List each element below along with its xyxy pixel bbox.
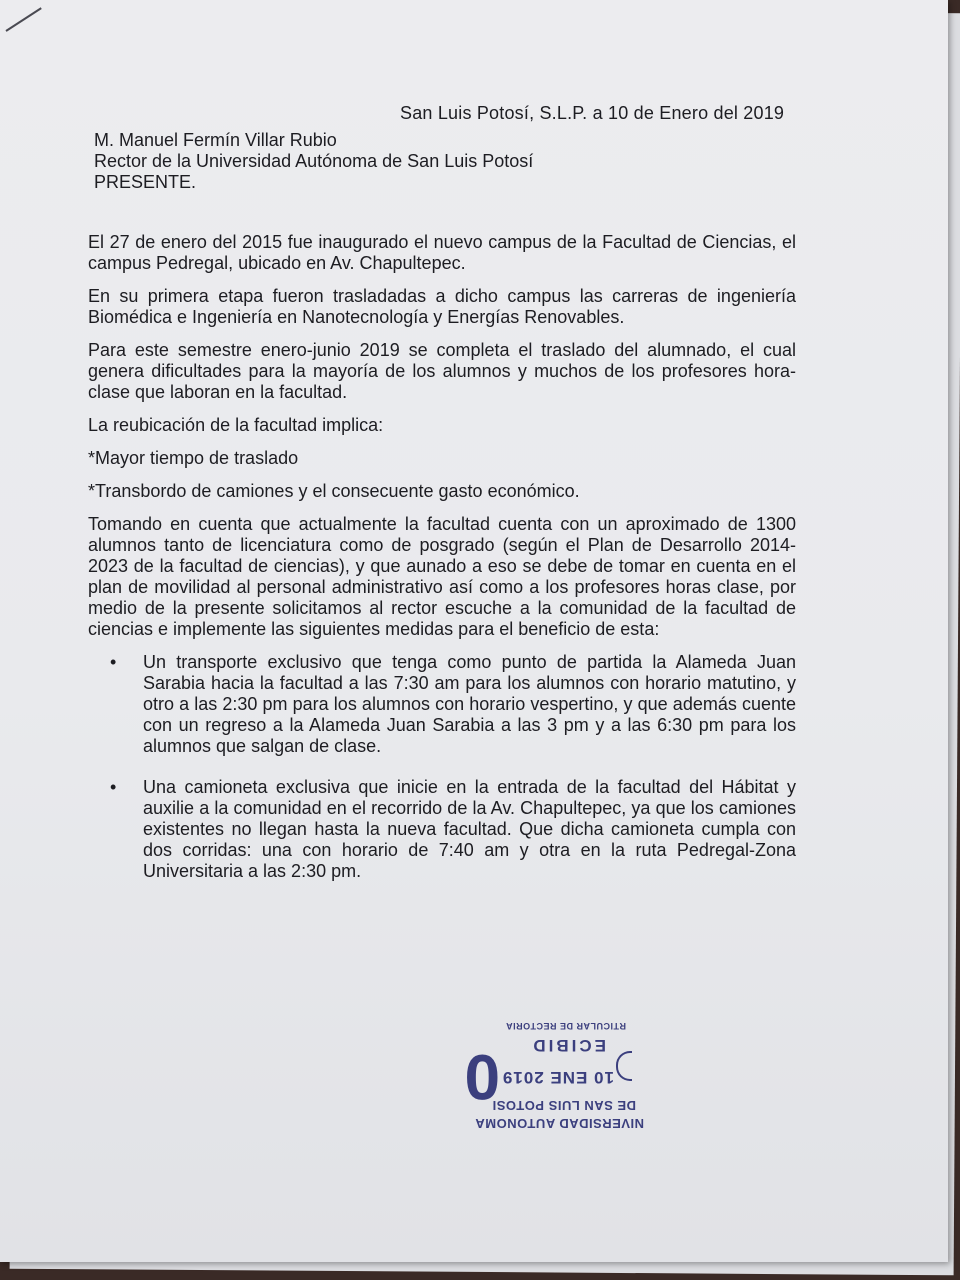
salutation: PRESENTE. — [94, 172, 197, 192]
pen-mark — [5, 7, 41, 32]
stamp-city: DE SAN LUIS POTOSI — [492, 1098, 636, 1113]
bullet-icon: • — [110, 652, 117, 672]
paragraph-first-stage: En su primera etapa fueron trasladadas a dicho campus las carreras de ingeniería Biomédica e Ingeniería en Nanotecnología y Energías Renovables. — [88, 286, 796, 327]
stamp-hook-icon — [616, 1051, 632, 1081]
addressee-name: M. Manuel Fermín Villar Rubio — [94, 130, 337, 150]
paragraph-semester: Para este semestre enero-junio 2019 se completa el traslado del alumnado, el cual genera dificultades para la mayoría de los alumnos y muchos de los profesores hora-clase que laboran en la facultad. — [88, 340, 796, 402]
request-text: Una camioneta exclusiva que inicie en la entrada de la facultad del Hábitat y auxilie a la comunidad en el recorrido de la Av. Chapultepec, ya que los camiones existentes no llegan hasta la nueva facultad. Que dicha camioneta cumpla con dos corridas: una con horario de 7:40 am y otra en la ruta Pedregal-Zona Universitaria a las 2:30 pm. — [143, 777, 796, 881]
list-item — [88, 652, 796, 757]
addressee-block — [94, 130, 533, 193]
bullet-icon: • — [110, 777, 117, 797]
paragraph-implications-intro: La reubicación de la facultad implica: — [88, 415, 384, 435]
implication-item: *Transbordo de camiones y el consecuente gasto económico. — [88, 481, 580, 501]
stamp-received-label: ECIBID — [530, 1036, 606, 1055]
date-line: San Luis Potosí, S.L.P. a 10 de Enero del 2019 — [400, 103, 785, 123]
stamp-big-char: 0 — [464, 1041, 500, 1113]
received-stamp — [420, 1005, 650, 1135]
paragraph-inauguration: El 27 de enero del 2015 fue inaugurado el nuevo campus de la Facultad de Ciencias, el campus Pedregal, ubicado en Av. Chapultepec. — [88, 232, 796, 273]
stamp-office: RTICULAR DE RECTORIA — [505, 1021, 626, 1031]
list-item — [88, 777, 796, 882]
requests-list — [88, 652, 796, 882]
request-text: Un transporte exclusivo que tenga como punto de partida la Alameda Juan Sarabia hacia la facultad a las 7:30 am para los alumnos con horario matutino, y otro a las 2:30 pm para los alumnos con horario vespertino, y que además cuente con un regreso a la Alameda Juan Sarabia a las 3 pm y a las 6:30 pm para los alumnos que salgan de clase. — [143, 652, 796, 756]
stamp-date: 10 ENE 2019 — [501, 1068, 614, 1087]
stamp-university: NIVERSIDAD AUTONOMA — [474, 1116, 644, 1131]
addressee-title: Rector de la Universidad Autónoma de San Luis Potosí — [94, 151, 534, 171]
paragraph-request: Tomando en cuenta que actualmente la facultad cuenta con un aproximado de 1300 alumnos tanto de licenciatura como de posgrado (según el Plan de Desarrollo 2014-2023 de la facultad de ciencias), y que aunado a eso se debe de tomar en cuenta en el plan de movilidad al personal administrativo así como a los profesores horas clase, por medio de la presente solicitamos al rector escuche a la comunidad de la facultad de ciencias e implemente las siguientes medidas para el beneficio de esta: — [88, 514, 796, 639]
letter-body — [88, 232, 796, 902]
implication-item: *Mayor tiempo de traslado — [88, 448, 299, 468]
